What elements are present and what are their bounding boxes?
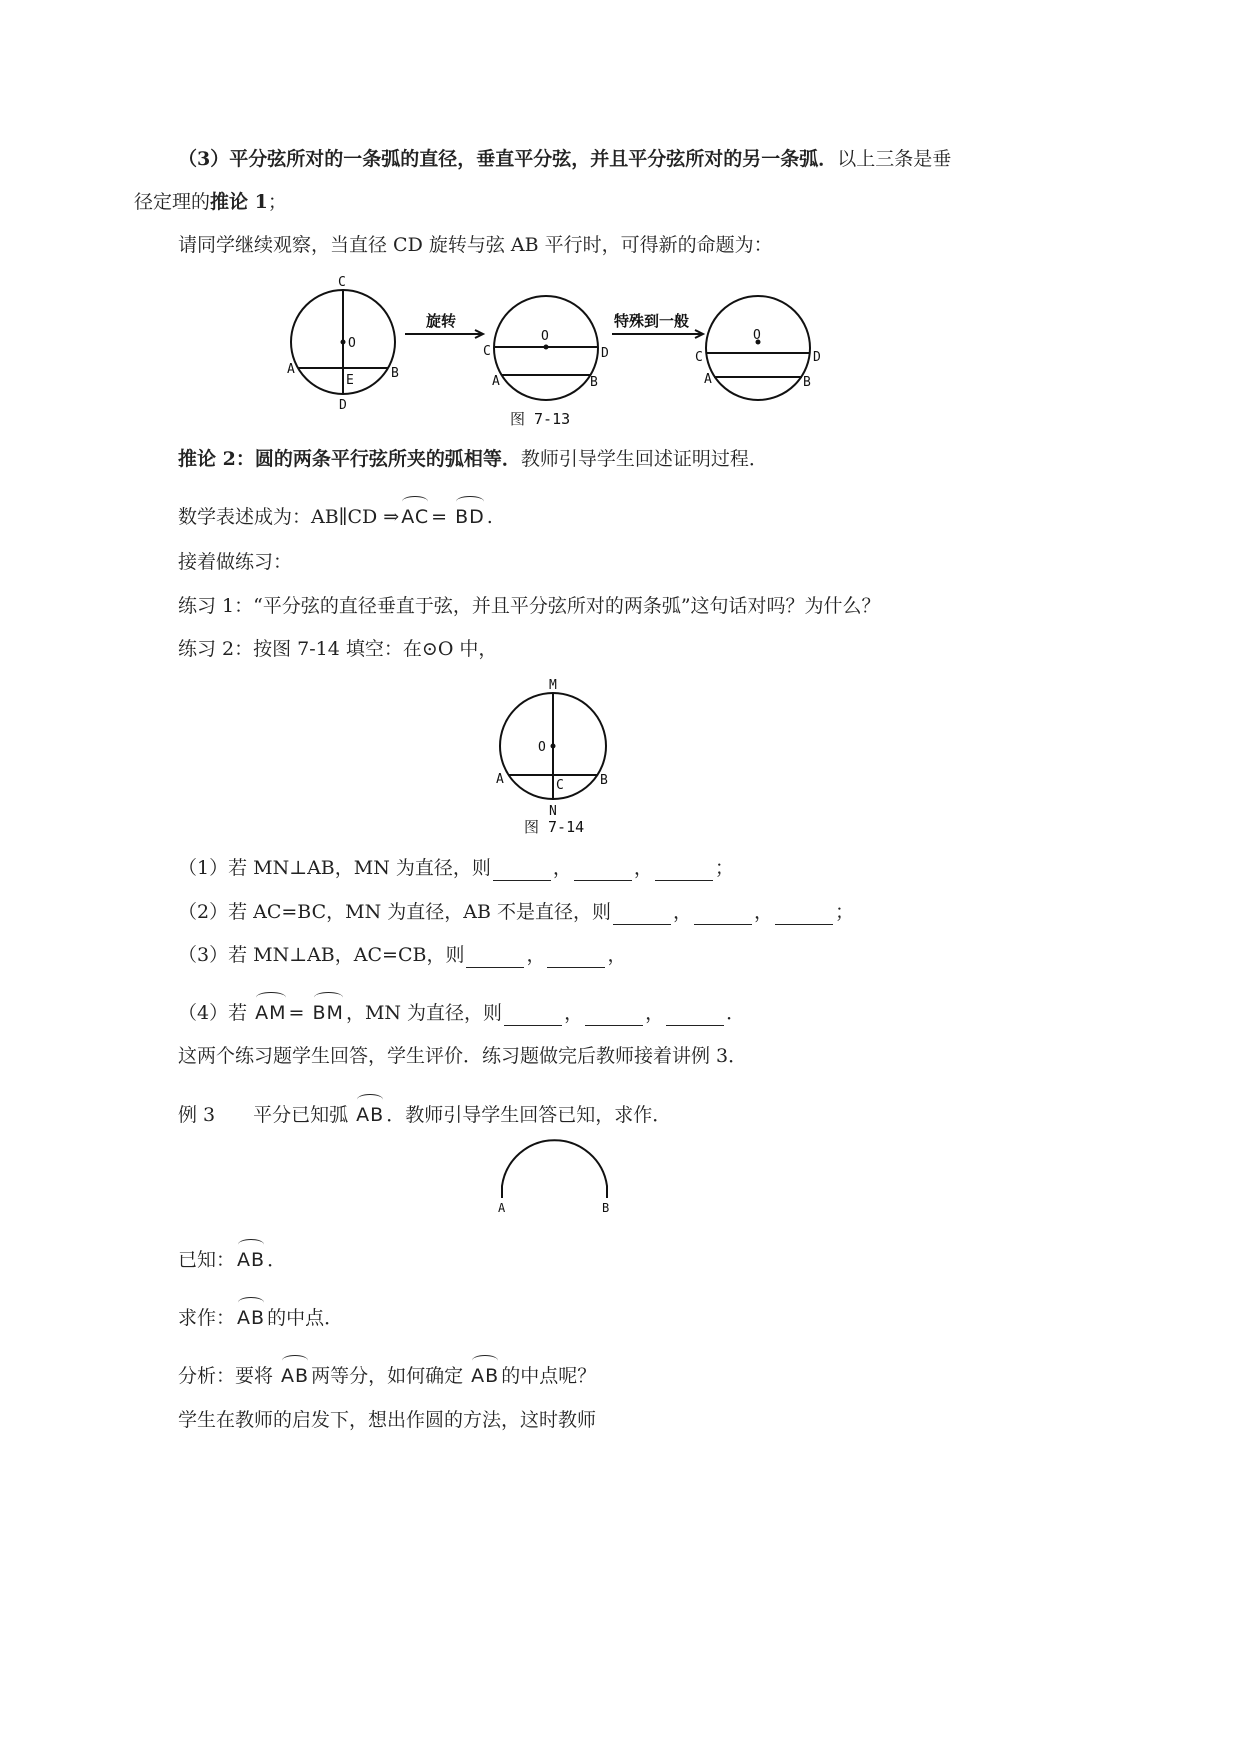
- label-B: B: [391, 366, 399, 381]
- label-O: O: [348, 336, 356, 351]
- paragraph-exercise-2: 练习 2：按图 7-14 填空：在⊙O 中，: [178, 638, 498, 660]
- text: 教师引导学生回述证明过程．: [520, 448, 768, 470]
- label-D: D: [339, 398, 347, 413]
- paragraph-math-expression: [178, 500, 493, 530]
- answer-blank[interactable]: [574, 862, 632, 881]
- label-C: C: [338, 275, 346, 290]
- answer-blank[interactable]: [547, 949, 605, 968]
- label-C: C: [483, 344, 491, 359]
- answer-blank[interactable]: [655, 862, 713, 881]
- answer-blank[interactable]: [775, 906, 833, 925]
- text: ，: [526, 944, 546, 966]
- text: 求作：: [178, 1307, 236, 1329]
- text: （2）若 AC=BC，MN 为直径，AB 不是直径，则: [178, 901, 612, 923]
- paragraph-corollary-2: [178, 446, 768, 472]
- label-E: E: [346, 373, 354, 388]
- text: 径定理的: [134, 191, 211, 213]
- label-D: D: [601, 346, 609, 361]
- circle-3: [706, 296, 810, 400]
- arc-AB: AB: [356, 1098, 384, 1128]
- label-B: B: [590, 375, 598, 390]
- corollary-1-label: 推论 1: [210, 191, 268, 213]
- paragraph-exercise-summary: 这两个练习题学生回答，学生评价．练习题做完后教师接着讲例 3．: [178, 1045, 748, 1067]
- figure-7-14: [480, 676, 630, 838]
- paragraph-exercise-1: 练习 1：“平分弦的直径垂直于弦，并且平分弦所对的两条弧”这句话对吗？为什么？: [178, 595, 881, 617]
- text: （3）若 MN⊥AB，AC=CB，则: [178, 944, 465, 966]
- paragraph-example-3: [178, 1098, 671, 1128]
- text: ，: [645, 1002, 665, 1024]
- text: ；: [267, 191, 287, 213]
- text: ．: [267, 1249, 287, 1271]
- text: ．教师引导学生回答已知，求作．: [386, 1104, 672, 1126]
- label-M: M: [549, 678, 557, 693]
- label-B: B: [602, 1201, 610, 1215]
- question-3: [178, 942, 626, 968]
- text: ，: [633, 857, 653, 879]
- text: =: [431, 506, 454, 528]
- text: ，: [564, 1002, 584, 1024]
- text: =: [288, 1002, 311, 1024]
- arc-AM: AM: [255, 996, 286, 1026]
- label-A: A: [704, 372, 712, 387]
- paragraph-corollary-1-line2: [134, 189, 287, 215]
- label-A: A: [492, 374, 500, 389]
- label-O: O: [541, 329, 549, 344]
- corollary-summary: 以上三条是垂: [837, 148, 952, 170]
- arrow-label-special-to-general: 特殊到一般: [614, 313, 690, 330]
- text: ，: [607, 944, 627, 966]
- text: 的中点呢？: [501, 1365, 597, 1387]
- label-A: A: [496, 772, 504, 787]
- text: 已知：: [178, 1249, 236, 1271]
- arc-AC: AC: [401, 500, 429, 530]
- arc-AB: AB: [471, 1359, 499, 1389]
- paragraph-students-idea: 学生在教师的启发下，想出作圆的方法，这时教师: [178, 1409, 597, 1431]
- text: 两等分，如何确定: [311, 1365, 470, 1387]
- question-2: [178, 899, 854, 925]
- arc-AB: AB: [281, 1359, 309, 1389]
- implies-symbol: ⇒: [383, 506, 400, 528]
- figure-7-13: [270, 268, 850, 428]
- figure-arc-AB: [490, 1136, 630, 1216]
- text: （4）若: [178, 1002, 254, 1024]
- paragraph-observe: 请同学继续观察，当直径 CD 旋转与弦 AB 平行时，可得新的命题为：: [178, 234, 773, 256]
- figure-caption: 图 7-14: [524, 818, 585, 836]
- arc-BM: BM: [313, 996, 344, 1026]
- corollary-2-statement: 推论 2：圆的两条平行弦所夹的弧相等．: [178, 448, 521, 470]
- paragraph-corollary-1-line1: [178, 146, 951, 172]
- paragraph-construct: [178, 1301, 343, 1331]
- paragraph-analysis: [178, 1359, 596, 1389]
- arc-BD: BD: [455, 500, 485, 530]
- answer-blank[interactable]: [504, 1007, 562, 1026]
- answer-blank[interactable]: [493, 862, 551, 881]
- text: ，: [673, 901, 693, 923]
- answer-blank[interactable]: [694, 906, 752, 925]
- text: 分析：要将: [178, 1365, 280, 1387]
- paragraph-given: [178, 1243, 286, 1273]
- corollary-clause-3: （3）平分弦所对的一条弧的直径，垂直平分弦，并且平分弦所对的另一条弧．: [178, 148, 838, 170]
- answer-blank[interactable]: [466, 949, 524, 968]
- label-B: B: [803, 375, 811, 390]
- label-O: O: [538, 740, 546, 755]
- arc-AB: AB: [237, 1243, 265, 1273]
- text: ，: [754, 901, 774, 923]
- text: ．: [726, 1002, 746, 1024]
- label-N: N: [549, 804, 557, 819]
- answer-blank[interactable]: [666, 1007, 724, 1026]
- arc-AB: AB: [237, 1301, 265, 1331]
- text: .: [486, 506, 493, 528]
- figure-caption: 图 7-13: [510, 410, 571, 428]
- paragraph-exercise-intro: 接着做练习：: [178, 551, 293, 573]
- answer-blank[interactable]: [613, 906, 671, 925]
- text: ，MN 为直径，则: [345, 1002, 503, 1024]
- label-B: B: [600, 773, 608, 788]
- answer-blank[interactable]: [585, 1007, 643, 1026]
- text: ；: [835, 901, 855, 923]
- label-A: A: [287, 362, 295, 377]
- text: 数学表述成为：AB∥CD: [178, 506, 384, 528]
- text: （1）若 MN⊥AB，MN 为直径，则: [178, 857, 491, 879]
- text: ，: [552, 857, 572, 879]
- question-4: [178, 996, 745, 1026]
- label-C: C: [695, 350, 703, 365]
- text: 例 3 平分已知弧: [178, 1104, 355, 1126]
- question-1: [178, 855, 734, 881]
- arrow-label-rotate: 旋转: [426, 313, 457, 330]
- text: 的中点．: [267, 1307, 344, 1329]
- label-A: A: [498, 1201, 506, 1215]
- label-C: C: [556, 778, 564, 793]
- label-O: O: [753, 328, 761, 343]
- label-D: D: [813, 350, 821, 365]
- text: ；: [714, 857, 734, 879]
